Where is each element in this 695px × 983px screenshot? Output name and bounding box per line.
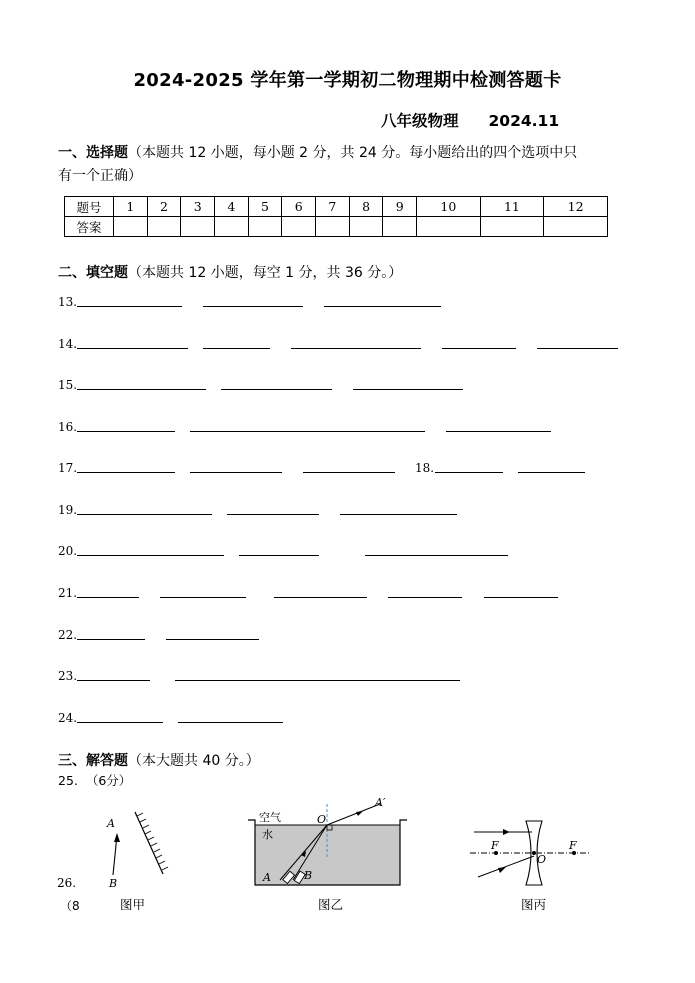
answer-blank[interactable] — [203, 306, 303, 307]
answer-blank[interactable] — [303, 472, 395, 473]
fill-row-23 — [58, 667, 658, 683]
answer-cell[interactable] — [480, 217, 544, 237]
air-label: 空气 — [259, 811, 281, 824]
optical-center-label: O — [537, 853, 547, 866]
fill-row-22 — [58, 626, 658, 642]
answer-blank[interactable] — [175, 680, 460, 681]
answer-row — [65, 217, 608, 237]
mirror-surface — [135, 812, 163, 874]
point-a-label: A — [107, 817, 115, 830]
question-label: 14. — [58, 337, 78, 351]
answer-blank[interactable] — [203, 348, 270, 349]
answer-blank[interactable] — [291, 348, 421, 349]
question-number: 4 — [215, 197, 249, 217]
question-label: 23. — [58, 669, 78, 683]
question-number: 2 — [147, 197, 181, 217]
point-a-prime-label: A′ — [375, 796, 386, 809]
answer-blank[interactable] — [77, 306, 182, 307]
answer-blank[interactable] — [340, 514, 457, 515]
answer-cell[interactable] — [417, 217, 481, 237]
section1-desc-line1: （本题共 12 小题，每小题 2 分，共 24 分。每小题给出的四个选项中只 — [128, 145, 578, 161]
point-o-label: O — [317, 813, 327, 826]
answer-cell[interactable] — [248, 217, 282, 237]
answer-cell[interactable] — [114, 217, 148, 237]
question-25-label: 25. （6分） — [58, 773, 132, 788]
section3-heading: 三、解答题 — [58, 753, 128, 769]
answer-blank[interactable] — [77, 722, 163, 723]
answer-blank[interactable] — [166, 639, 259, 640]
figure-b-refraction — [240, 796, 415, 892]
answer-blank[interactable] — [77, 514, 212, 515]
focal-left-label: F — [491, 839, 499, 852]
answer-blank[interactable] — [77, 555, 224, 556]
ray-to-focus — [478, 856, 534, 877]
fill-row-21 — [58, 584, 658, 600]
section2-header — [58, 262, 402, 282]
point-b-label: B — [109, 877, 118, 890]
question-number-row — [65, 197, 608, 217]
answer-cell[interactable] — [316, 217, 350, 237]
figure-a-mirror — [95, 808, 175, 893]
fill-row-14 — [58, 335, 658, 351]
answer-blank[interactable] — [160, 597, 246, 598]
section1-heading: 一、选择题 — [58, 145, 128, 161]
fill-row-13 — [58, 293, 658, 309]
answer-blank[interactable] — [221, 389, 332, 390]
answer-cell[interactable] — [181, 217, 215, 237]
question-number: 7 — [316, 197, 350, 217]
answer-blank[interactable] — [537, 348, 618, 349]
fill-row-19 — [58, 501, 658, 517]
refracted-ray — [327, 804, 380, 825]
answer-cell[interactable] — [282, 217, 316, 237]
question-label: 18. — [415, 461, 435, 475]
answer-blank[interactable] — [190, 472, 282, 473]
ray-arrow — [498, 867, 506, 873]
question-label: 22. — [58, 628, 78, 642]
question-26-partial: （8 — [60, 899, 80, 913]
mirror-hatching — [137, 813, 168, 870]
figure-c-caption: 图丙 — [521, 897, 547, 912]
answer-blank[interactable] — [518, 472, 585, 473]
answer-blank[interactable] — [77, 431, 175, 432]
optical-center — [532, 851, 536, 855]
section2-desc: （本题共 12 小题，每空 1 分，共 36 分。） — [128, 265, 403, 281]
subtitle-date: 2024.11 — [488, 112, 560, 130]
question-label: 17. — [58, 461, 78, 475]
fill-row-24 — [58, 709, 658, 725]
focal-right-label: F — [569, 839, 577, 852]
question-label: 15. — [58, 378, 78, 392]
answer-blank[interactable] — [435, 472, 503, 473]
point-b-label: B — [304, 869, 313, 882]
subtitle — [381, 109, 559, 131]
answer-label: 答案 — [65, 217, 114, 237]
question-number: 5 — [248, 197, 282, 217]
question-26-number: 26. — [57, 876, 77, 890]
question-number: 12 — [544, 197, 608, 217]
question-label: 19. — [58, 503, 78, 517]
answer-cell[interactable] — [147, 217, 181, 237]
question-label: 21. — [58, 586, 78, 600]
question-label: 13. — [58, 295, 78, 309]
answer-blank[interactable] — [442, 348, 516, 349]
fill-row-15 — [58, 376, 658, 392]
question-label: 20. — [58, 544, 78, 558]
subtitle-subject: 八年级物理 — [381, 112, 459, 130]
section1-header — [58, 141, 658, 187]
ray-arrow — [503, 829, 510, 835]
answer-blank[interactable] — [77, 597, 139, 598]
answer-blank[interactable] — [227, 514, 319, 515]
figure-a-caption: 图甲 — [120, 897, 146, 912]
water-label: 水 — [262, 828, 273, 841]
page-title: 2024-2025 学年第一学期初二物理期中检测答题卡 — [133, 70, 562, 91]
answer-blank[interactable] — [190, 431, 425, 432]
question-label: 24. — [58, 711, 78, 725]
answer-blank[interactable] — [77, 680, 150, 681]
answer-blank[interactable] — [77, 348, 188, 349]
question-number: 3 — [181, 197, 215, 217]
fill-row-20 — [58, 542, 658, 558]
answer-blank[interactable] — [77, 639, 145, 640]
answer-blank[interactable] — [365, 555, 508, 556]
answer-cell[interactable] — [383, 217, 417, 237]
answer-blank[interactable] — [274, 597, 367, 598]
question-number: 6 — [282, 197, 316, 217]
answer-blank[interactable] — [388, 597, 462, 598]
answer-cell[interactable] — [349, 217, 383, 237]
question-number: 9 — [383, 197, 417, 217]
answer-blank[interactable] — [77, 472, 175, 473]
section3-header — [58, 750, 260, 770]
question-number: 10 — [417, 197, 481, 217]
answer-blank[interactable] — [178, 722, 283, 723]
answer-cell[interactable] — [544, 217, 608, 237]
answer-cell[interactable] — [215, 217, 249, 237]
question-label: 题号 — [65, 197, 114, 217]
fill-row-17-18 — [58, 459, 658, 475]
figure-c-lens — [470, 818, 595, 890]
question-label: 16. — [58, 420, 78, 434]
section3-desc: （本大题共 40 分。） — [128, 753, 260, 769]
answer-blank[interactable] — [77, 389, 206, 390]
answer-table — [64, 196, 608, 237]
answer-blank[interactable] — [446, 431, 551, 432]
section1-desc-line2: 有一个正确） — [58, 168, 142, 184]
answer-blank[interactable] — [239, 555, 319, 556]
arrow-head — [114, 833, 120, 842]
answer-blank[interactable] — [324, 306, 441, 307]
question-number: 11 — [480, 197, 544, 217]
question-number: 1 — [114, 197, 148, 217]
figure-b-caption: 图乙 — [318, 897, 344, 912]
answer-blank[interactable] — [484, 597, 558, 598]
answer-blank[interactable] — [353, 389, 463, 390]
fill-row-16 — [58, 418, 658, 434]
ray-arrow — [356, 811, 363, 816]
point-a-label: A — [263, 871, 271, 884]
section2-heading: 二、填空题 — [58, 265, 128, 281]
question-number: 8 — [349, 197, 383, 217]
